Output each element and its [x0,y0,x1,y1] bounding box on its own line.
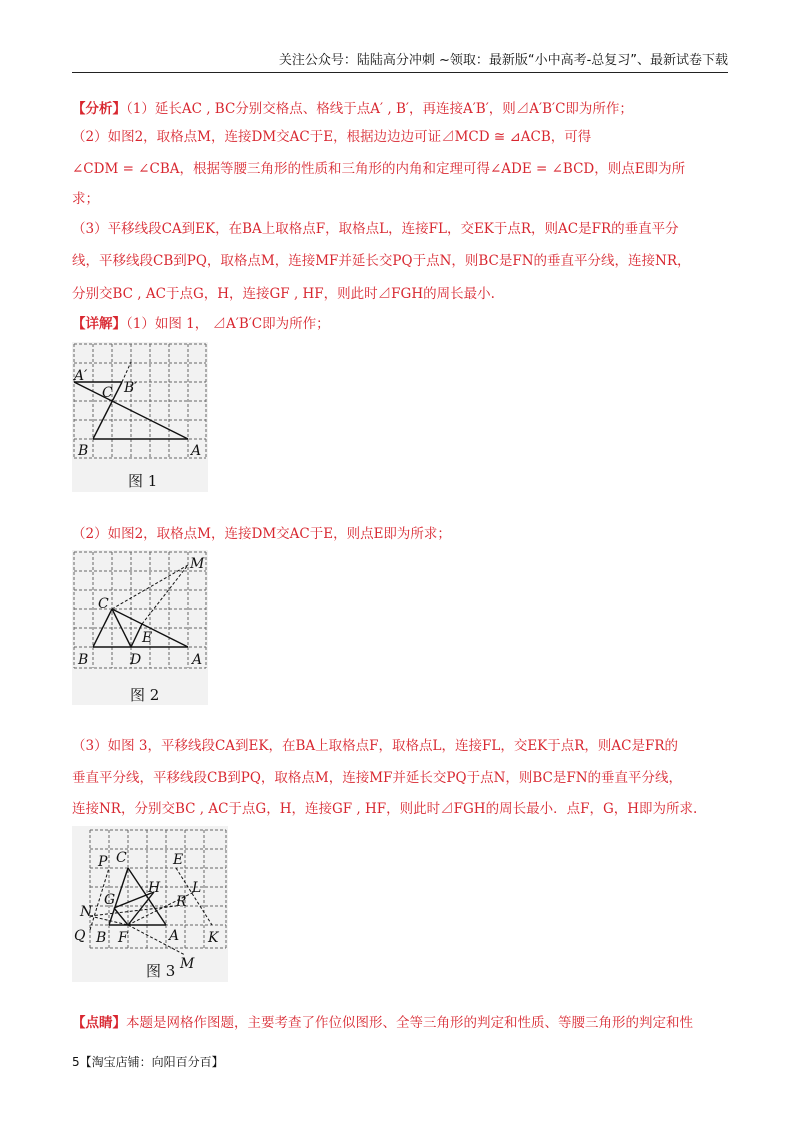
label-A: A [169,928,180,944]
analysis-line-4: 求； [72,191,99,207]
label-C: C [98,596,109,612]
analysis-tag: 【分析】 [72,101,126,117]
label-F: F [118,930,128,946]
label-C: C [102,385,113,401]
page-footer: 5【淘宝店铺：向阳百分百】 [72,1055,224,1069]
label-A: A [192,652,203,668]
detail-line-2: （2）如图2，取格点M，连接DM交AC于E，则点E即为所求； [72,526,451,542]
label-C: C [116,850,127,866]
page-header: 关注公众号：陆陆高分冲刺 ~领取：最新版“小中高考-总复习”、最新试卷下载 [72,52,728,73]
comment-line: 【点睛】本题是网格作图题，主要考查了作位似图形、全等三角形的判定和性质、等腰三角形的判定和性 [72,1015,693,1031]
figure-1-caption: 图 1 [128,472,158,490]
analysis-line-6: 线，平移线段CB到PQ，取格点M，连接MF并延长交PQ于点N，则BC是FN的垂直平分线，连接NR， [72,253,691,269]
label-B: B [78,443,89,459]
label-B: B [96,930,107,946]
label-A: A [191,443,202,459]
label-B: B [78,652,89,668]
analysis-line-1: 【分析】（1）延长AC , BC分别交格点、格线于点A′ , B′，再连接A′B′，则⊿A′B′C即为所作； [72,101,633,117]
figure-1 [72,342,208,492]
analysis-line-2: （2）如图2，取格点M，连接DM交AC于E，根据边边边可证⊿MCD ≅ ⊿ACB，可得 [72,129,592,145]
analysis-line-3: ∠CDM = ∠CBA，根据等腰三角形的性质和三角形的内角和定理可得∠ADE = ∠BCD，则点E即为所 [72,161,686,177]
analysis-line-7: 分别交BC , AC于点G，H，连接GF , HF，则此时⊿FGH的周长最小. [72,286,495,302]
detail-line-5: 连接NR，分别交BC , AC于点G，H，连接GF , HF，则此时⊿FGH的周长最小．点F，G，H即为所求. [72,801,698,817]
label-P: P [98,854,108,870]
figure-2 [72,550,208,705]
comment-tag: 【点睛】 [72,1015,126,1031]
detail-line-1: 【详解】（1）如图 1， ⊿A′B′C即为所作； [72,316,330,332]
label-Q: Q [74,928,86,944]
label-E: E [173,852,184,868]
label-R: R [176,894,187,910]
detail-line-4: 垂直平分线，平移线段CB到PQ，取格点M，连接MF并延长交PQ于点N，则BC是FN的垂直平分线， [72,770,683,786]
label-A-prime: A′ [74,368,88,384]
figure-2-caption: 图 2 [130,686,160,704]
figure-3 [72,826,228,982]
label-B-prime: B′ [124,380,138,396]
analysis-line-5: （3）平移线段CA到EK，在BA上取格点F，取格点L，连接FL，交EK于点R，则AC是FR的垂直平分 [72,221,679,237]
label-E: E [142,630,153,646]
detail-tag: 【详解】 [72,316,126,332]
figure-3-caption: 图 3 [146,962,176,980]
label-G: G [104,892,116,908]
label-M: M [190,556,205,572]
label-L: L [192,880,202,896]
label-M: M [180,956,195,972]
label-N: N [80,904,93,920]
label-D: D [130,652,142,668]
label-H: H [148,880,161,896]
detail-line-3: （3）如图 3，平移线段CA到EK，在BA上取格点F，取格点L，连接FL，交EK于点R，则AC是FR的 [72,738,679,754]
label-K: K [208,930,219,946]
